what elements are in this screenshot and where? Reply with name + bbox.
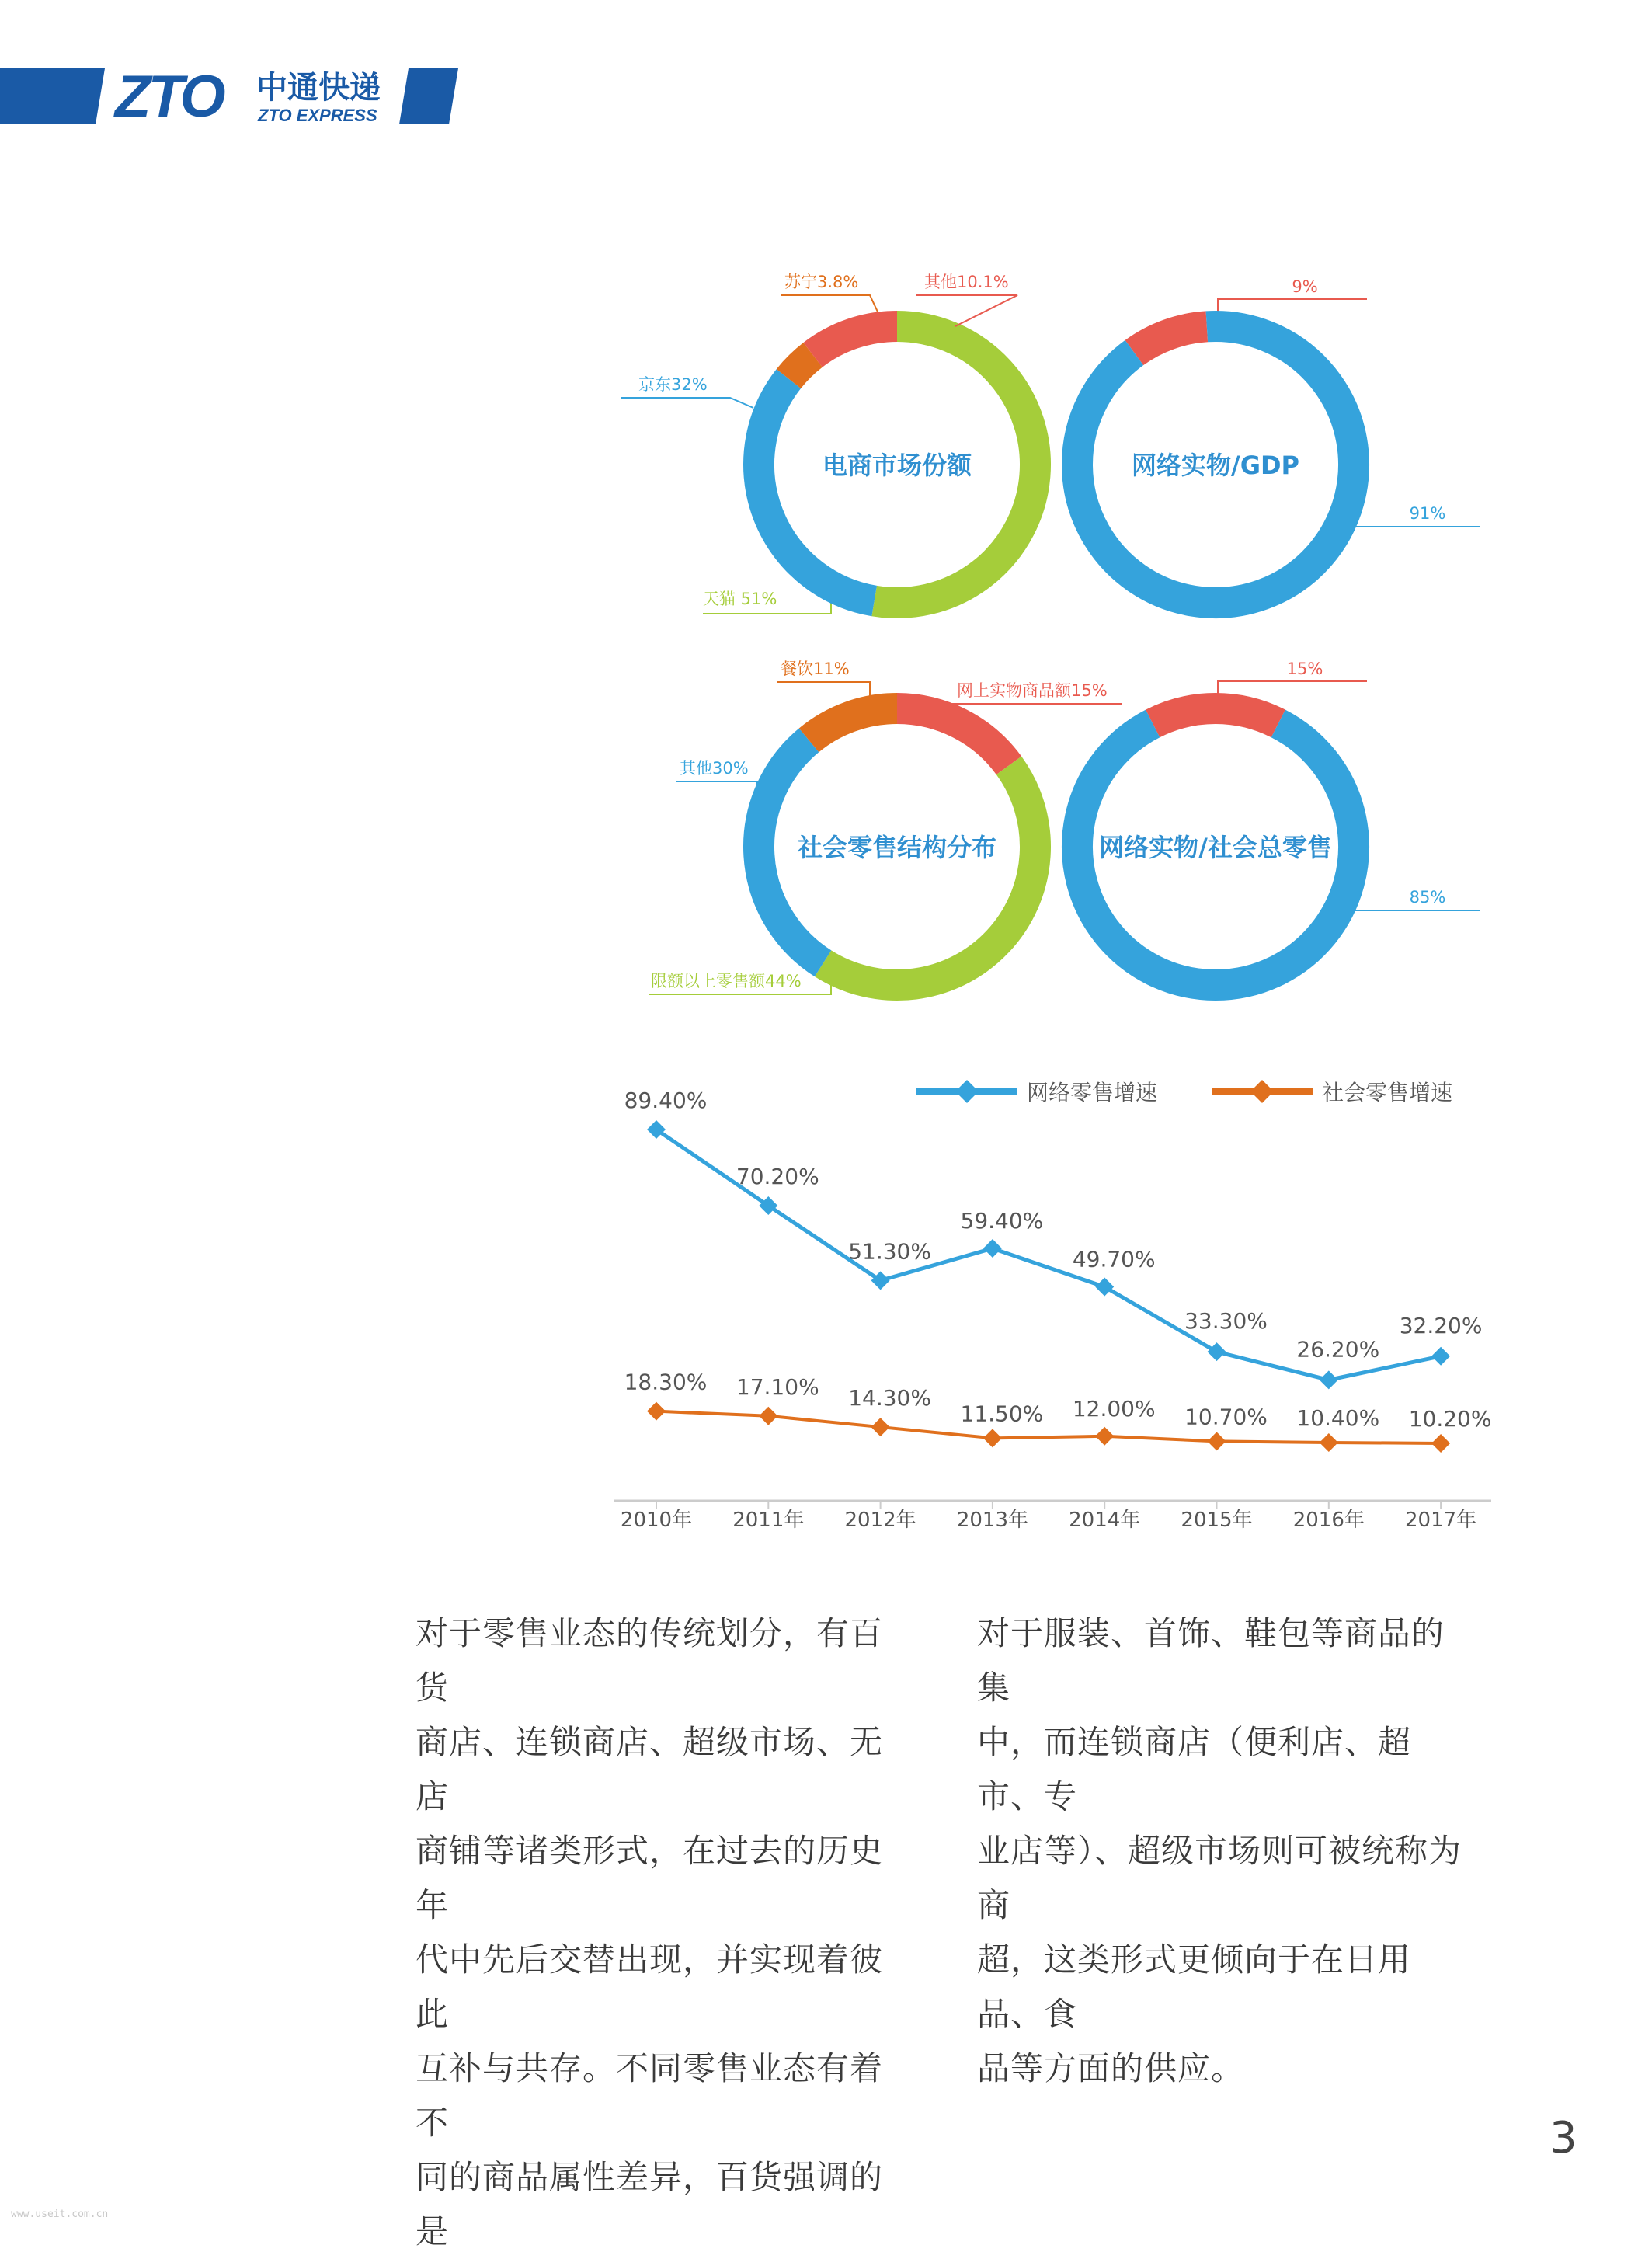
slice-label: 京东32%	[638, 375, 708, 394]
data-point	[1208, 1432, 1226, 1450]
donut-slice	[809, 708, 897, 740]
growth-line-chart	[614, 1080, 1491, 1532]
data-label: 51.30%	[848, 1238, 931, 1265]
data-point	[983, 1239, 1002, 1258]
donut-ecommerce-share	[621, 273, 1035, 614]
slice-label: 85%	[1409, 888, 1446, 907]
donut-slice	[823, 765, 1035, 985]
body-text-line: 业店等）、超级市场则可被统称为商	[977, 1832, 1462, 1924]
body-text-line: 互补与共存。不同零售业态有着不	[416, 2049, 884, 2142]
slice-label: 天猫 51%	[703, 590, 777, 608]
slice-label: 其他10.1%	[924, 273, 1009, 291]
data-label: 49.70%	[1072, 1246, 1156, 1272]
data-label: 32.20%	[1399, 1312, 1483, 1338]
data-point	[647, 1402, 666, 1421]
leader-line	[676, 781, 757, 796]
body-text-line: 商铺等诸类形式，在过去的历史年	[416, 1832, 884, 1924]
data-point	[1095, 1427, 1114, 1446]
data-label: 10.70%	[1184, 1404, 1268, 1430]
legend-label: 社会零售增速	[1322, 1080, 1453, 1105]
donut-slice	[813, 326, 897, 355]
body-column-right	[977, 1606, 1474, 2096]
logo-letters: ZTO	[115, 68, 223, 124]
data-label: 33.30%	[1184, 1308, 1268, 1335]
body-text-line: 代中先后交替出现，并实现着彼此	[416, 1941, 884, 2033]
slice-label: 9%	[1292, 277, 1318, 296]
brand-name-cn: 中通快递	[256, 70, 381, 106]
data-label: 10.20%	[1408, 1405, 1492, 1432]
legend-label: 网络零售增速	[1027, 1080, 1158, 1105]
data-point	[1208, 1342, 1226, 1361]
slice-label: 91%	[1409, 504, 1446, 523]
x-tick-label: 2013年	[956, 1509, 1028, 1532]
legend-marker	[1250, 1080, 1274, 1103]
donut-online-total-retail	[1077, 660, 1480, 985]
x-tick-label: 2011年	[732, 1509, 805, 1532]
data-label: 11.50%	[960, 1401, 1044, 1427]
x-tick-label: 2017年	[1405, 1509, 1477, 1532]
body-text-line: 对于零售业态的传统划分，有百货	[416, 1614, 884, 1707]
body-column-left	[416, 1606, 913, 2259]
data-point	[1095, 1278, 1114, 1297]
donut-online-gdp	[1077, 277, 1480, 603]
donut-center-label: 网络实物/社会总零售	[1099, 833, 1332, 862]
donut-slice	[897, 708, 1009, 765]
data-label: 26.20%	[1296, 1336, 1380, 1363]
x-tick-label: 2015年	[1181, 1509, 1253, 1532]
data-point	[1431, 1347, 1450, 1366]
data-label: 17.10%	[736, 1373, 819, 1400]
x-tick-label: 2010年	[620, 1509, 693, 1532]
data-label: 14.30%	[848, 1385, 931, 1411]
x-tick-label: 2012年	[844, 1509, 916, 1532]
slice-label: 其他30%	[680, 759, 749, 778]
body-text-line: 品等方面的供应。	[977, 2049, 1245, 2087]
slice-label: 餐饮11%	[781, 660, 850, 678]
data-point	[871, 1418, 890, 1436]
legend-marker	[955, 1080, 979, 1103]
data-point	[1431, 1434, 1450, 1453]
donut-retail-structure	[649, 660, 1122, 994]
body-text-line: 超，这类形式更倾向于在日用品、食	[977, 1941, 1412, 2033]
data-point	[1320, 1370, 1338, 1389]
donut-center-label: 社会零售结构分布	[797, 833, 997, 862]
donut-center-label: 电商市场份额	[822, 451, 972, 480]
data-label: 89.40%	[624, 1088, 708, 1114]
data-label: 59.40%	[960, 1208, 1044, 1234]
donut-slice	[788, 355, 812, 379]
data-point	[1320, 1433, 1338, 1452]
data-label: 10.40%	[1296, 1404, 1380, 1431]
x-tick-label: 2016年	[1292, 1509, 1365, 1532]
donut-slice	[1153, 708, 1278, 723]
watermark: www.useit.com.cn	[11, 2209, 109, 2220]
data-label: 70.20%	[736, 1163, 819, 1189]
body-text-line: 中，而连锁商店（便利店、超市、专	[977, 1723, 1412, 1815]
data-label: 18.30%	[624, 1369, 708, 1395]
data-point	[759, 1407, 777, 1425]
donut-slice	[1134, 326, 1206, 353]
body-text-line: 对于服装、首饰、鞋包等商品的集	[977, 1614, 1445, 1707]
data-label: 12.00%	[1072, 1395, 1156, 1422]
leader-line	[621, 398, 753, 408]
x-tick-label: 2014年	[1069, 1509, 1141, 1532]
page-number: 3	[1549, 2113, 1577, 2163]
slice-label: 15%	[1286, 660, 1323, 678]
slice-label: 网上实物商品额15%	[957, 681, 1108, 700]
donut-slice	[759, 379, 875, 601]
data-point	[983, 1429, 1002, 1447]
slice-label: 限额以上零售额44%	[651, 972, 802, 990]
donut-center-label: 网络实物/GDP	[1132, 451, 1299, 480]
body-text-line: 商店、连锁商店、超级市场、无店	[416, 1723, 884, 1815]
slice-label: 苏宁3.8%	[784, 273, 859, 291]
brand-name-en: ZTO EXPRESS	[258, 106, 377, 124]
body-text-line: 同的商品属性差异，百货强调的是	[416, 2158, 884, 2250]
